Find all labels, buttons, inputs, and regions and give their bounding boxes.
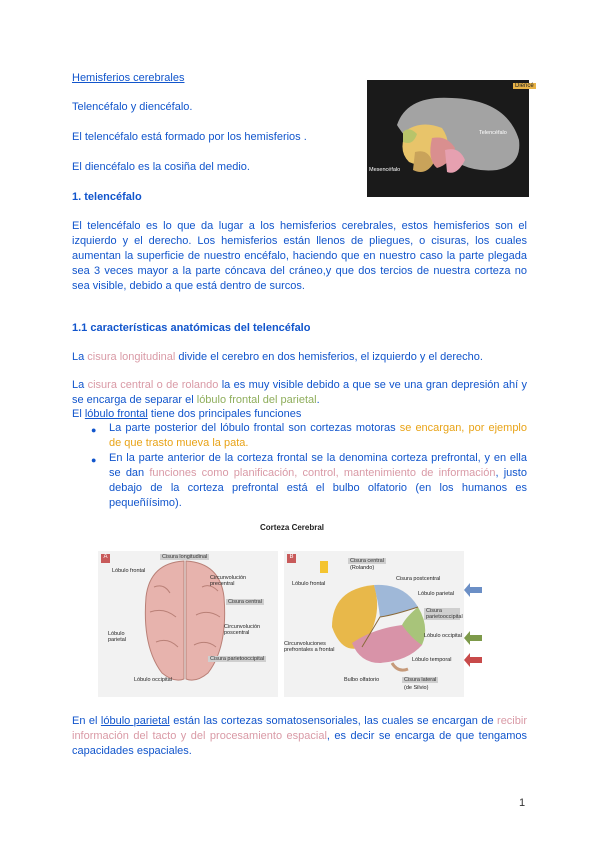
label-a-circunv-post: Circunvolución poscentral [224, 624, 261, 636]
text: En el [72, 715, 101, 727]
figure-tag: Diencé [515, 83, 534, 89]
label-telencefalo: Telencéfalo [479, 130, 507, 136]
link-lobulo-parietal: lóbulo parietal [100, 715, 170, 727]
label-b-bulbo: Bulbo olfatorio [344, 677, 380, 683]
bullet-item-1 [109, 421, 527, 451]
panel-b-tag: B [287, 554, 296, 563]
text: La [72, 351, 88, 363]
figure-title: Corteza Cerebral [260, 523, 325, 532]
bullet-item-2 [109, 451, 527, 511]
text: , es decir se encarga de que tengamos capacidades espaciales. [72, 730, 527, 757]
highlight-lobulo-frontal-parietal: lóbulo frontal del parietal [196, 394, 317, 406]
paragraph-lobulo-parietal [72, 714, 527, 759]
sagittal-brain-figure [367, 80, 534, 197]
link-lobulo-frontal: lóbulo frontal [84, 408, 148, 420]
label-b-lobulo-temporal: Lóbulo temporal [412, 657, 452, 663]
text: El [72, 408, 85, 420]
label-a-cisura-long: Cisura longitudinal [162, 554, 208, 560]
text: La [72, 379, 88, 391]
paragraph-lobulo-frontal [72, 408, 301, 420]
bullet-icon: ● [91, 455, 97, 465]
label-b-circunv: Circunvoluciones prefrontales a frontal [284, 641, 335, 653]
panel-b [284, 551, 464, 697]
highlight-cisura-longitudinal: cisura longitudinal [87, 351, 176, 363]
text: La parte posterior del lóbulo frontal son cortezas motoras [109, 422, 400, 434]
label-b-lobulo-frontal: Lóbulo frontal [292, 581, 326, 587]
paragraph-cisura-central [72, 378, 527, 408]
bullet-icon: ● [91, 425, 97, 435]
text: la es muy visible debido a que se ve una gran depresión ahí y se encarga de separar el [72, 379, 527, 406]
panel-a [98, 551, 278, 697]
text: divide el cerebro en dos hemisferios, el izquierdo y el derecho. [175, 351, 483, 363]
label-a-cisura-parieto: Cisura parietooccipital [210, 656, 265, 662]
label-b-lobulo-parietal: Lóbulo parietal [418, 591, 455, 597]
highlight-prefrontal-functions: funciones como planificación, control, mantenimiento de información [149, 467, 496, 479]
label-a-lobulo-frontal: Lóbulo frontal [112, 568, 146, 574]
cortex-figure [98, 523, 518, 701]
section-1-1-heading: 1.1 características anatómicas del telencéfalo [72, 322, 311, 334]
intro-line-2: El telencéfalo está formado por los hemisferios . [72, 131, 307, 143]
section-1-heading: 1. telencéfalo [72, 191, 142, 203]
label-b-circunv-post: Cisura postcentral [396, 576, 441, 582]
panel-a-tag: A [101, 554, 110, 563]
sagittal-brain-illustration [367, 80, 529, 197]
label-b-silvio: (de Silvio) [404, 685, 429, 691]
label-a-cisura-central: Cisura central [228, 599, 262, 605]
intro-line-1: Telencéfalo y diencéfalo. [72, 101, 193, 113]
highlight-motor-example: se encargan, por ejemplo de que trasto mueva la pata. [109, 422, 527, 449]
arrow-down-icon [320, 561, 328, 573]
label-a-lobulo-occipital: Lóbulo occipital [134, 677, 172, 683]
label-b-rolando: (Rolando) [350, 565, 375, 571]
intro-line-3: El diencéfalo es la cosiña del medio. [72, 161, 250, 173]
label-b-lobulo-occipital: Lóbulo occipital [424, 633, 462, 639]
text: , justo debajo de la corteza prefrontal está el bulbo olfatorio (en los humanos es pequeñíísimo). [109, 467, 527, 509]
label-b-cisura-central: Cisura central [350, 558, 384, 564]
label-mesencefalo: Mesencéfalo [369, 167, 401, 173]
paragraph-cisura-longitudinal [72, 351, 527, 363]
label-b-cisura-parieto: Cisura parietooccipital [426, 608, 463, 620]
text: En la parte anterior de la corteza frontal se la denomina corteza prefrontal, y en ella se dan [109, 452, 527, 479]
text: . [316, 394, 320, 406]
text: están las cortezas somatosensoriales, las cuales se encargan de [169, 715, 498, 727]
section-1-paragraph: El telencéfalo es lo que da lugar a los hemisferios cerebrales, estos hemisferios son el izquierdo y el derecho. Los hemisferios están llenos de pliegues, o cisuras, los cuales aumentan la superficie de nuestro encéfalo, haciendo que en nuestro caso la parte plegada sea 3 veces mayor a la parte cóncava del cráneo,y que dos tercios de nuestra corteza no sea visible, debido a que está dentro de surcos. [72, 220, 527, 292]
label-a-circunv-pre: Circunvolución precentral [210, 575, 247, 587]
highlight-tacto-espacial: recibir información del tacto y del procesamiento espacial [72, 715, 527, 742]
page-number: 1 [519, 797, 526, 809]
arrows-icon [464, 583, 484, 673]
label-a-lobulo-parietal: Lóbulo parietal [108, 631, 127, 643]
label-b-cisura-lateral: Cisura lateral [404, 677, 437, 683]
highlight-cisura-central: cisura central o de rolando [87, 379, 219, 391]
text: tiene dos principales funciones [147, 408, 302, 420]
page-title: Hemisferios cerebrales [72, 72, 185, 84]
